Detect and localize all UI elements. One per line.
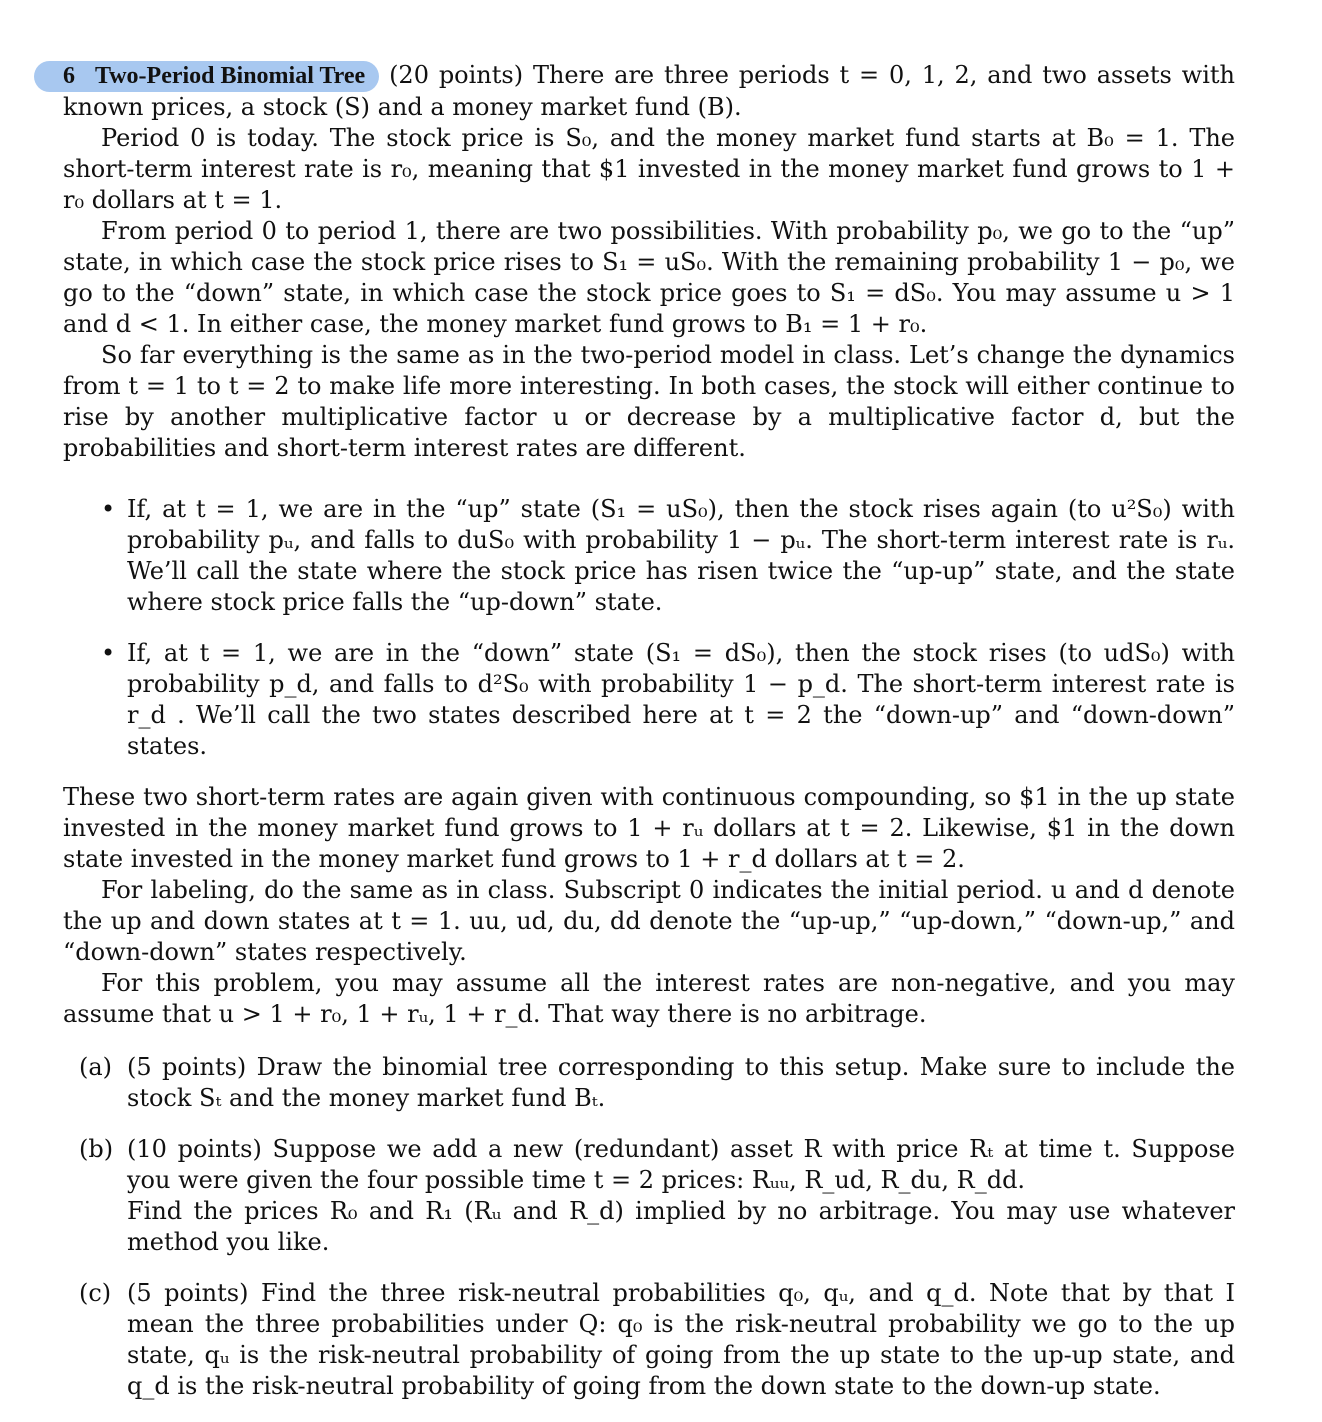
problem-title: Two-Period Binomial Tree	[95, 63, 366, 89]
paragraph-assumptions: For this problem, you may assume all the interest rates are non-negative, and you may assume that u > 1 + r₀, 1 + rᵤ, 1 + r_d. That way there is no arbitrage.	[63, 969, 1235, 1028]
bullet-icon: •	[101, 639, 116, 667]
part-b-text: (10 points) Suppose we add a new (redundant) asset R with price Rₜ at time t. Suppose you were given the four possible time t = 2 prices: Rᵤᵤ, R_ud, R_du, R_dd.	[127, 1135, 1235, 1194]
part-c-text: (5 points) Find the three risk-neutral probabilities q₀, qᵤ, and q_d. Note that by that I mean the three probabilities under Q: q₀ is the risk-neutral probability we go to the up state, qᵤ is the risk-neutral probability of going from the up state to the up-up state, and q_d is the risk-neutral probability of going from the down state to the down-up state.	[127, 1279, 1235, 1400]
part-a-text: (5 points) Draw the binomial tree corresponding to this setup. Make sure to include the stock Sₜ and the money market fund Bₜ.	[127, 1053, 1235, 1112]
part-a	[63, 1052, 1235, 1114]
bullet-text: If, at t = 1, we are in the “up” state (S₁ = uS₀), then the stock rises again (to u²S₀) with probability pᵤ, and falls to duS₀ with probability 1 − pᵤ. The short-term interest rate is rᵤ. We’ll call the state where the stock price has risen twice the “up-up” state, and the state where stock price falls the “up-down” state.	[127, 495, 1235, 616]
part-b-label: (b)	[79, 1135, 114, 1163]
problem-header-badge	[34, 61, 379, 92]
bullet-item-down-state	[63, 638, 1235, 762]
bullet-item-up-state	[63, 494, 1235, 618]
part-c	[63, 1278, 1235, 1402]
problem-intro-text: (20 points) There are three periods t = 0, 1, 2, and two assets with known prices, a stock (S) and a money market fund (B).	[63, 61, 1235, 121]
problem-number: 6	[63, 63, 75, 89]
paragraph-compounding: These two short-term rates are again given with continuous compounding, so $1 in the up state invested in the money market fund grows to 1 + rᵤ dollars at t = 2. Likewise, $1 in the down state invested in the money market fund grows to 1 + r_d dollars at t = 2.	[63, 783, 1235, 873]
part-b-text-2: Find the prices R₀ and R₁ (Rᵤ and R_d) implied by no arbitrage. You may use whatever method you like.	[127, 1197, 1235, 1256]
bullet-icon: •	[101, 495, 116, 523]
parts-list	[63, 1052, 1235, 1402]
paragraph-period-1-to-2: So far everything is the same as in the two-period model in class. Let’s change the dynamics from t = 1 to t = 2 to make life more interesting. In both cases, the stock will either continue to rise by another multiplicative factor u or decrease by a multiplicative factor d, but the probabilities and short-term interest rates are different.	[63, 341, 1235, 462]
paragraph-labeling: For labeling, do the same as in class. Subscript 0 indicates the initial period. u and d denote the up and down states at t = 1. uu, ud, du, dd denote the “up-up,” “up-down,” “down-up,” and “down-down” states respectively.	[63, 876, 1235, 966]
bullet-list	[63, 494, 1235, 762]
part-a-label: (a)	[79, 1053, 113, 1081]
paragraph-period-0: Period 0 is today. The stock price is S₀, and the money market fund starts at B₀ = 1. The short-term interest rate is r₀, meaning that $1 invested in the money market fund grows to 1 + r₀ dollars at t = 1.	[63, 124, 1235, 214]
problem-intro-paragraph	[63, 60, 1235, 123]
part-b	[63, 1134, 1235, 1258]
bullet-text: If, at t = 1, we are in the “down” state (S₁ = dS₀), then the stock rises (to udS₀) with probability p_d, and falls to d²S₀ with probability 1 − p_d. The short-term interest rate is r_d . We’ll call the two states described here at t = 2 the “down-up” and “down-down” states.	[127, 639, 1235, 760]
problem-page	[63, 60, 1235, 1422]
paragraph-period-0-to-1: From period 0 to period 1, there are two possibilities. With probability p₀, we go to the “up” state, in which case the stock price rises to S₁ = uS₀. With the remaining probability 1 − p₀, we go to the “down” state, in which case the stock price goes to S₁ = dS₀. You may assume u > 1 and d < 1. In either case, the money market fund grows to B₁ = 1 + r₀.	[63, 217, 1235, 338]
part-c-label: (c)	[79, 1279, 112, 1307]
spacer	[63, 464, 1235, 494]
